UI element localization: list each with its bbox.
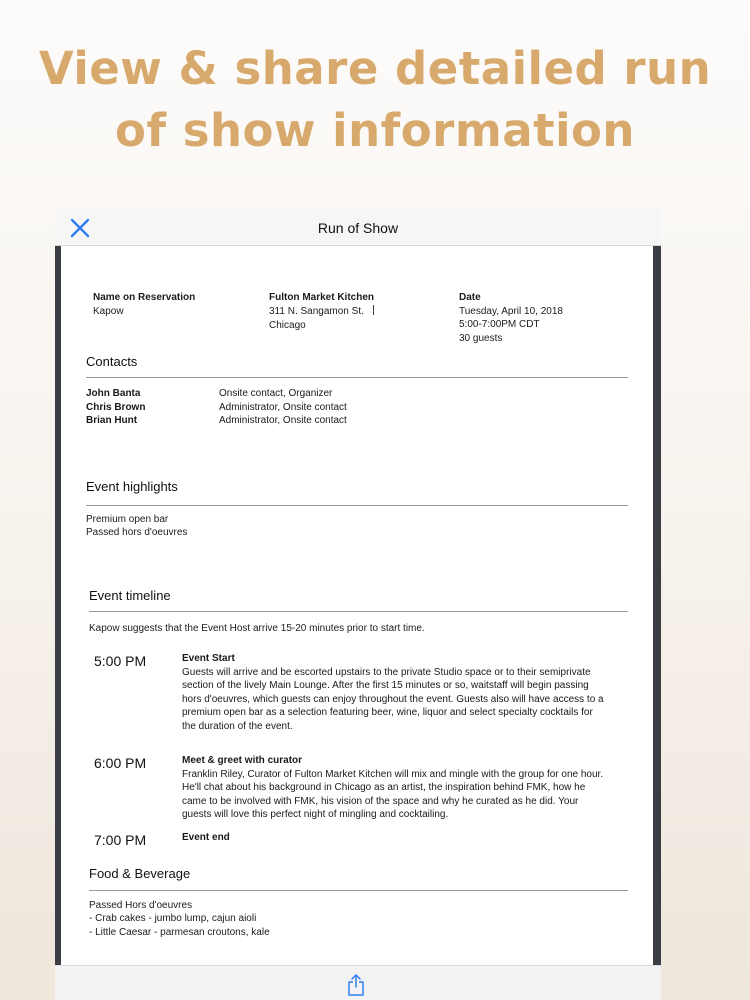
highlights-divider — [86, 505, 628, 506]
bottom-toolbar — [55, 965, 661, 1000]
timeline-entry-title: Event end — [182, 832, 230, 843]
food-line: Passed Hors d'oeuvres — [89, 900, 193, 911]
timeline-intro: Kapow suggests that the Event Host arrive 15-20 minutes prior to start time. — [89, 623, 425, 634]
timeline-time: 6:00 PM — [94, 755, 147, 771]
highlights-title: Event highlights — [86, 479, 178, 494]
date-value: Tuesday, April 10, 2018 — [459, 306, 563, 317]
timeline-time: 5:00 PM — [94, 653, 147, 669]
nav-title: Run of Show — [317, 220, 399, 236]
contacts-title: Contacts — [86, 354, 138, 369]
reservation-label: Name on Reservation — [93, 292, 196, 303]
timeline-entry-line: the duration of the event. — [182, 720, 293, 732]
timeline-entry-line: section of the lively Main Lounge. After the first 15 minutes or so, waitstaff will begin passing — [182, 680, 589, 691]
timeline-entry-title: Event Start — [182, 653, 235, 664]
venue-address — [269, 305, 374, 319]
timeline-entry — [182, 754, 642, 822]
highlight-item: Passed hors d'oeuvres — [86, 527, 188, 538]
timeline-time: 7:00 PM — [94, 832, 147, 848]
timeline-entry-line: Franklin Riley, Curator of Fulton Market Kitchen will mix and mingle with the group for one hour. — [182, 768, 604, 780]
reservation-value: Kapow — [93, 306, 124, 317]
headline-line-1: View & share detailed run — [38, 42, 712, 95]
venue-city: Chicago — [269, 320, 306, 331]
timeline-entry — [182, 831, 642, 845]
share-icon — [347, 974, 365, 996]
device-screen — [55, 209, 661, 1000]
contact-name: Brian Hunt — [86, 415, 138, 426]
timeline-entry-line: He'll chat about his background in Chicago as an artist, the inspiration behind FMK, how he — [182, 782, 586, 793]
text-cursor — [373, 305, 374, 315]
timeline-entry — [182, 652, 642, 733]
contact-name: Chris Brown — [86, 402, 146, 413]
food-line: - Little Caesar - parmesan croutons, kale — [89, 927, 270, 938]
food-line: - Crab cakes - jumbo lump, cajun aioli — [89, 913, 257, 924]
contacts-divider — [86, 377, 628, 378]
headline-line-2: of show information — [115, 104, 635, 157]
guest-count: 30 guests — [459, 333, 503, 344]
timeline-divider — [89, 611, 628, 612]
highlight-item: Premium open bar — [86, 514, 169, 525]
timeline-title: Event timeline — [89, 588, 171, 603]
food-title: Food & Beverage — [89, 866, 191, 881]
venue-address-text: 311 N. Sangamon St. — [269, 306, 364, 317]
share-button[interactable] — [346, 974, 366, 996]
date-label: Date — [459, 292, 481, 303]
time-value: 5:00-7:00PM CDT — [459, 319, 540, 330]
document-page — [61, 246, 653, 965]
contact-role: Onsite contact, Organizer — [219, 388, 333, 399]
timeline-entry-line: came to be involved with FMK, his vision of the space and why he curated as he did. Your — [182, 795, 579, 807]
document-viewer[interactable] — [55, 246, 661, 965]
contact-name: John Banta — [86, 388, 141, 399]
timeline-entry-line: guests will love this perfect night of mingling and cocktailing. — [182, 809, 449, 820]
timeline-entry-line: hors d'oeuvres, which guests can enjoy throughout the event. Guests also will have access to a — [182, 693, 604, 705]
timeline-entry-line: premium open bar as a selection featuring beer, wine, liquor and select specialty cocktails for — [182, 707, 593, 718]
venue-name: Fulton Market Kitchen — [269, 292, 375, 303]
timeline-entry-line: Guests will arrive and be escorted upstairs to the private Studio space or to their semiprivate — [182, 666, 591, 678]
navigation-bar — [55, 209, 661, 246]
contact-role: Administrator, Onsite contact — [219, 415, 347, 426]
timeline-entry-title: Meet & greet with curator — [182, 755, 303, 766]
food-divider — [89, 890, 628, 891]
contact-role: Administrator, Onsite contact — [219, 402, 347, 413]
headline — [0, 38, 750, 162]
